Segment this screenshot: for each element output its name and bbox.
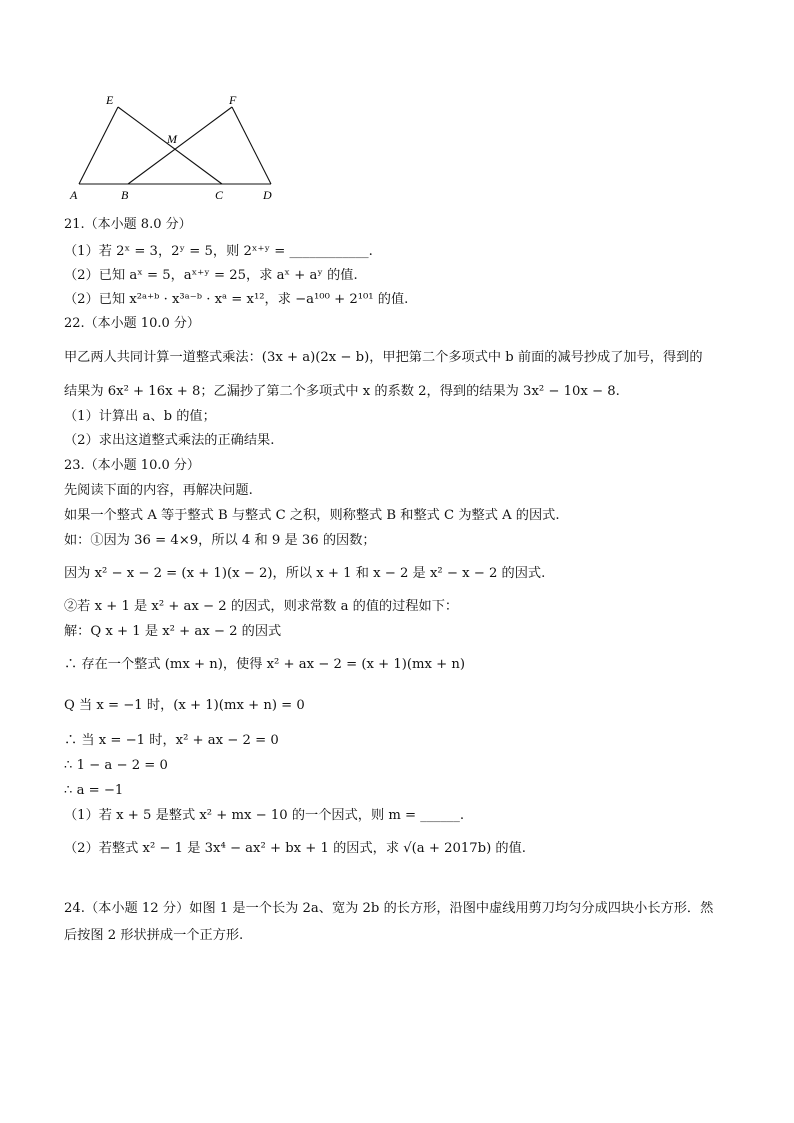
q21-part3: （2）已知 x²ᵃ⁺ᵇ · x³ᵃ⁻ᵇ · xᵃ = x¹²，求 −a¹⁰⁰ + 2¹⁰¹ 的值. <box>64 292 409 307</box>
label-F: F <box>229 93 237 107</box>
label-D: D <box>263 188 272 202</box>
q23-solution-line2: ∴ 存在一个整式 (mx + n)，使得 x² + ax − 2 = (x + 1)(mx + n) <box>64 657 466 672</box>
q24-stem-line1: 24.（本小题 12 分）如图 1 是一个长为 2a、宽为 2b 的长方形，沿图中虚线用剪刀均匀分成四块小长方形．然 <box>64 901 714 916</box>
q21-heading: 21.（本小题 8.0 分） <box>64 217 192 232</box>
q22-part1: （1）计算出 a、b 的值； <box>64 409 216 424</box>
geometry-figure <box>60 88 360 208</box>
label-E: E <box>106 93 114 107</box>
q23-solution-line5: ∴ 1 − a − 2 = 0 <box>64 758 168 773</box>
label-C: C <box>215 188 224 202</box>
q23-solution-line1: 解：Q x + 1 是 x² + ax − 2 的因式 <box>64 624 282 639</box>
q21-part2: （2）已知 aˣ = 5，aˣ⁺ʸ = 25，求 aˣ + aʸ 的值. <box>64 268 358 283</box>
label-A: A <box>70 188 78 202</box>
segment-BF <box>128 107 232 184</box>
q23-solution-line6: ∴ a = −1 <box>64 783 124 798</box>
segment-FD <box>232 107 271 184</box>
q23-solution-line4: ∴ 当 x = −1 时，x² + ax − 2 = 0 <box>64 733 279 748</box>
q24-stem-line2: 后按图 2 形状拼成一个正方形. <box>64 928 244 943</box>
q23-solution-line3: Q 当 x = −1 时，(x + 1)(mx + n) = 0 <box>64 698 305 713</box>
label-B: B <box>121 188 129 202</box>
q23-intro: 先阅读下面的内容，再解决问题. <box>64 483 253 498</box>
q23-definition: 如果一个整式 A 等于整式 B 与整式 C 之积，则称整式 B 和整式 C 为整式 A 的因式. <box>64 508 560 523</box>
q22-part2: （2）求出这道整式乘法的正确结果. <box>64 433 275 448</box>
q23-heading: 23.（本小题 10.0 分） <box>64 458 200 473</box>
q22-stem-line1: 甲乙两人共同计算一道整式乘法：(3x + a)(2x − b)，甲把第二个多项式中 b 前面的减号抄成了加号，得到的 <box>64 350 703 365</box>
segment-AE <box>79 107 118 184</box>
q23-part2: （2）若整式 x² − 1 是 3x⁴ − ax² + bx + 1 的因式，求 √(a + 2017b) 的值. <box>64 841 526 856</box>
q22-heading: 22.（本小题 10.0 分） <box>64 316 200 331</box>
q23-example1: 如：①因为 36 = 4×9，所以 4 和 9 是 36 的因数； <box>64 533 376 548</box>
q21-part1: （1）若 2ˣ = 3，2ʸ = 5，则 2ˣ⁺ʸ = ____________. <box>64 244 373 259</box>
q23-part1: （1）若 x + 5 是整式 x² + mx − 10 的一个因式，则 m = ______. <box>64 808 465 823</box>
q23-example1b: 因为 x² − x − 2 = (x + 1)(x − 2)，所以 x + 1 和 x − 2 是 x² − x − 2 的因式. <box>64 566 546 581</box>
q23-example2: ②若 x + 1 是 x² + ax − 2 的因式，则求常数 a 的值的过程如下： <box>64 599 459 614</box>
q22-stem-line2: 结果为 6x² + 16x + 8；乙漏抄了第二个多项式中 x 的系数 2，得到的结果为 3x² − 10x − 8. <box>64 384 620 399</box>
label-M: M <box>167 132 177 146</box>
